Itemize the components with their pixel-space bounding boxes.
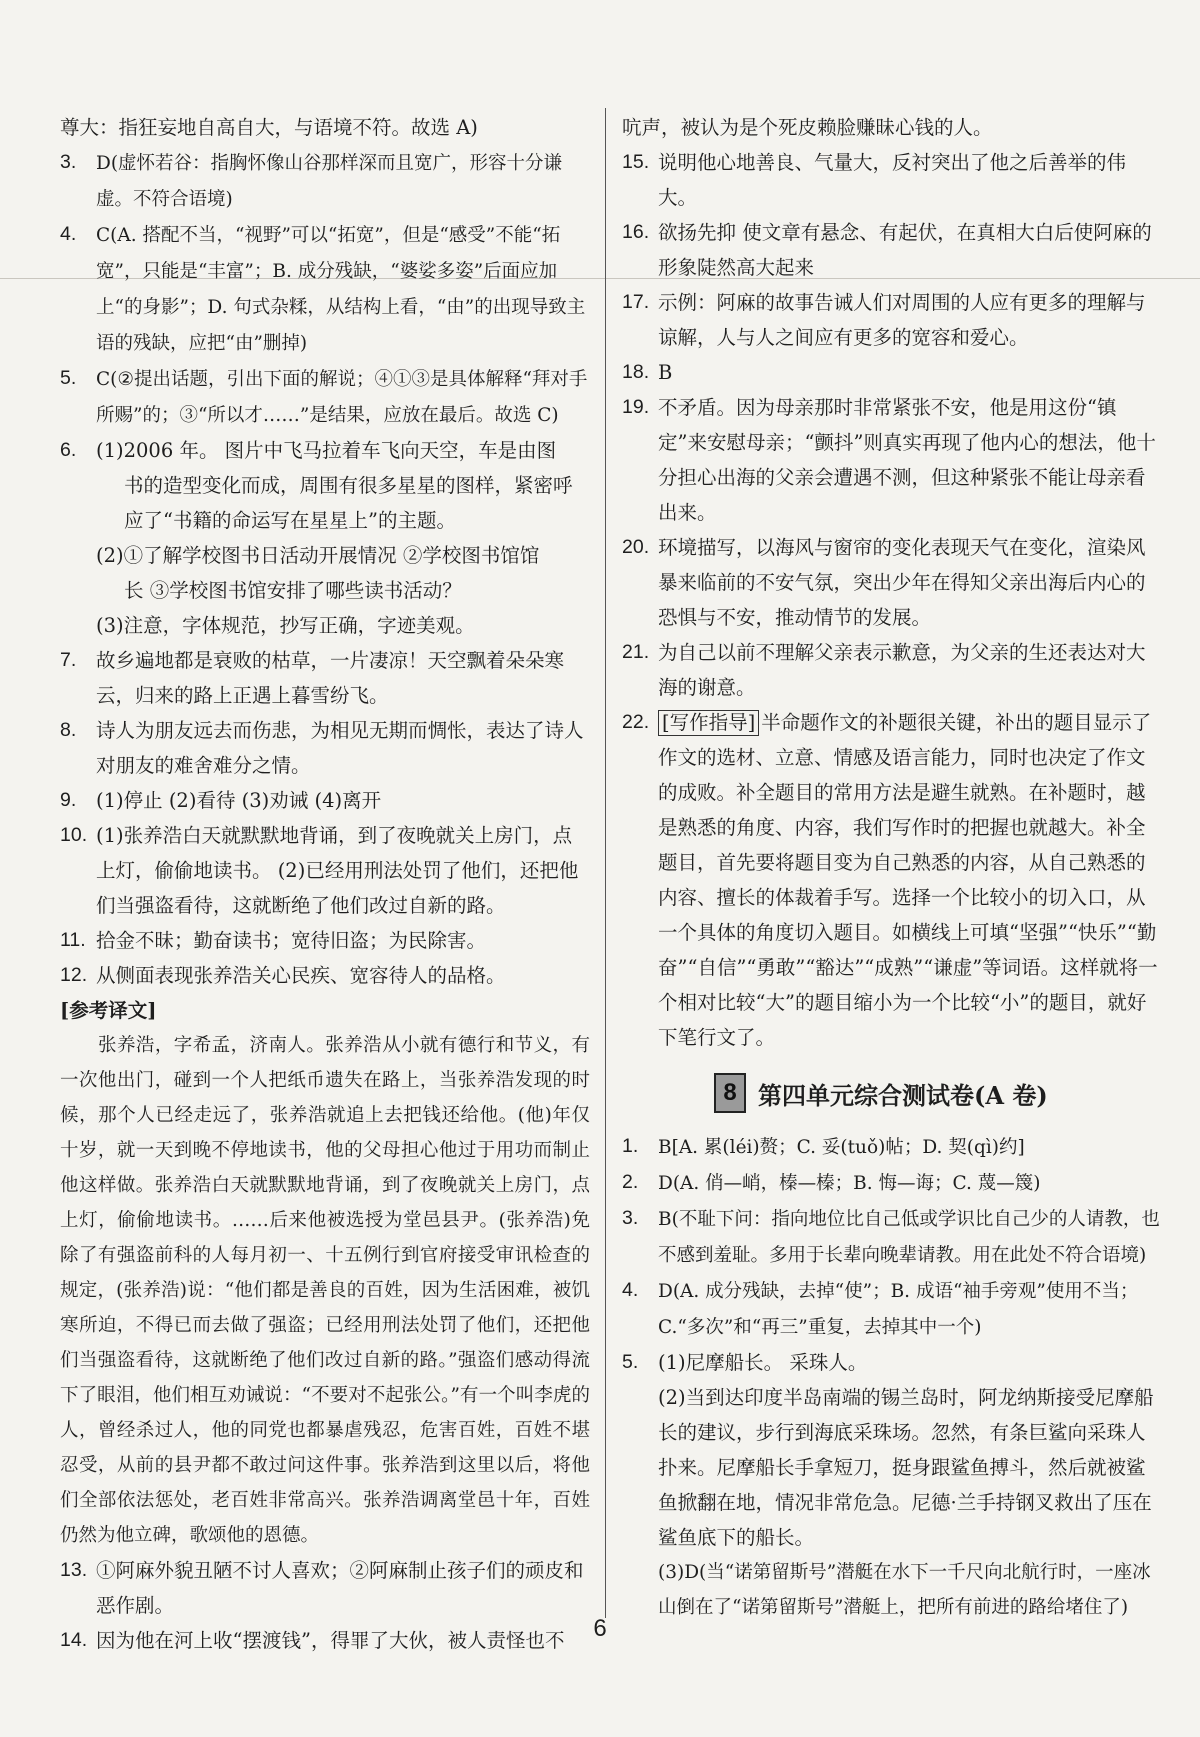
answer-5-part-2: (2)当到达印度半岛南端的锡兰岛时，阿龙纳斯接受尼摩船长的建议，步行到海底采珠场。忽然，有条巨鲨向采珠人扑来。尼摩船长手拿短刀，挺身跟鲨鱼搏斗，然后就被鲨鱼掀翻在地，情况非常危急。尼德·兰手持钢叉救出了压在鲨鱼底下的船长。: [658, 1386, 1154, 1549]
left-column: [60, 110, 590, 1658]
answer-6: [60, 433, 590, 468]
answer-text: B: [658, 361, 673, 384]
section-title: 第四单元综合测试卷(A 卷): [758, 1080, 1048, 1110]
test-answer-3: [622, 1201, 1162, 1273]
answer-number: 10.: [60, 824, 88, 846]
test-answer-2: [622, 1165, 1162, 1201]
answer-text: C(②提出话题，引出下面的解说；④①③是具体解释“拜对手所赐”的；③“所以才……”是结果，应放在最后。故选 C): [96, 369, 588, 426]
test-answer-5: [622, 1345, 1162, 1380]
continued-text: 尊大：指狂妄地自高自大，与语境不符。故选 A): [60, 116, 478, 139]
answer-number: 4.: [60, 223, 77, 245]
answer-number: 9.: [60, 789, 77, 811]
answer-number: 12.: [60, 964, 88, 986]
answer-number: 8.: [60, 719, 77, 741]
section-header: [714, 1073, 1162, 1113]
answer-20: [622, 530, 1162, 635]
answer-11: [60, 923, 590, 958]
answer-19: [622, 390, 1162, 530]
column-divider: [605, 108, 606, 1618]
reference-translation: 张养浩，字希孟，济南人。张养浩从小就有德行和节义，有一次他出门，碰到一个人把纸币遗失在路上，当张养浩发现的时候，那个人已经走远了，张养浩就追上去把钱还给他。(他)年仅十岁，就一天到晚不停地读书，他的父母担心他过于用功而制止他这样做。张养浩白天就默默地背诵，到了夜晚就关上房门，点上灯，偷偷地读书。……后来他被选授为堂邑县尹。(张养浩)免除了有强盗前科的人每月初一、十五例行到官府接受审讯检查的规定，(张养浩)说：“他们都是善良的百姓，因为生活困难，被饥寒所迫，不得已而去做了强盗；已经用刑法处罚了他们，还把他们当强盗看待，这就断绝了他们改过自新的路。”强盗们感动得流下了眼泪，他们相互劝诫说：“不要对不起张公。”有一个叫李虎的人，曾经杀过人，他的同党也都暴虐残忍，危害百姓，百姓不堪忍受，从前的县尹都不敢过问这件事。张养浩到这里以后，将他们全部依法惩处，老百姓非常高兴。张养浩调离堂邑十年，百姓仍然为他立碑，歌颂他的恩德。: [60, 1035, 590, 1546]
answer-text: ①阿麻外貌丑陋不讨人喜欢；②阿麻制止孩子们的顽皮和恶作剧。: [96, 1559, 584, 1617]
answer-6-part-1: (1)2006 年。 图片中飞马拉着车飞向天空，车是由图: [96, 439, 557, 462]
answer-number: 11.: [60, 929, 86, 951]
answer-text: 半命题作文的补题很关键，补出的题目显示了作文的选材、立意、情感及语言能力，同时也决定了作文的成败。补全题目的常用方法是避生就熟。在补题时，越是熟悉的角度、内容，我们写作时的把握也就越大。补全题目，首先要将题目变为自己熟悉的内容，从自己熟悉的内容、擅长的体裁着手写。选择一个比较小的切入口，从一个具体的角度切入题目。如横线上可填“坚强”“快乐”“勤奋”“自信”“勇敢”“豁达”“成熟”“谦虚”等词语。这样就将一个相对比较“大”的题目缩小为一个比较“小”的题目，就好下笔行文了。: [658, 711, 1158, 1049]
answer-10: [60, 818, 590, 923]
answer-number: 20.: [622, 536, 650, 558]
answer-text: 为自己以前不理解父亲表示歉意，为父亲的生还表达对大海的谢意。: [658, 641, 1146, 699]
answer-text: 欲扬先抑 使文章有悬念、有起伏，在真相大白后使阿麻的形象陡然高大起来: [658, 221, 1152, 279]
answer-5: [60, 361, 590, 433]
test-answer-4: [622, 1273, 1162, 1345]
answer-8: [60, 713, 590, 783]
answer-number: 3.: [60, 151, 77, 173]
answer-number: 2.: [622, 1171, 639, 1193]
answer-text: 因为他在河上收“摆渡钱”，得罪了大伙，被人责怪也不: [96, 1629, 565, 1652]
section-number: 8: [714, 1073, 746, 1113]
answer-text: D(A. 成分残缺，去掉“使”；B. 成语“袖手旁观”使用不当；C.“多次”和“再三”重复，去掉其中一个): [658, 1281, 1139, 1338]
reference-translation-label: [参考译文]: [60, 999, 157, 1022]
answer-13: [60, 1553, 590, 1623]
answer-number: 21.: [622, 641, 650, 663]
answer-text: B[A. 累(léi)赘；C. 妥(tuǒ)帖；D. 契(qì)约]: [658, 1137, 1025, 1158]
answer-number: 18.: [622, 361, 650, 383]
answer-6-part-1-cont: 书的造型变化而成，周围有很多星星的图样，紧密呼应了“书籍的命运写在星星上”的主题。: [124, 474, 573, 532]
answer-number: 4.: [622, 1279, 639, 1301]
answer-text: 环境描写，以海风与窗帘的变化表现天气在变化，渲染风暴来临前的不安气氛，突出少年在得知父亲出海后内心的恐惧与不安，推动情节的发展。: [658, 536, 1146, 629]
answer-6-part-3: (3)注意，字体规范，抄写正确，字迹美观。: [96, 614, 475, 637]
answer-text: 说明他心地善良、气量大，反衬突出了他之后善举的伟大。: [658, 151, 1127, 209]
answer-22: [622, 705, 1162, 1055]
answer-15: [622, 145, 1162, 215]
answer-9: [60, 783, 590, 818]
answer-text: (1)张养浩白天就默默地背诵，到了夜晚就关上房门，点上灯，偷偷地读书。 (2)已经用刑法处罚了他们，还把他们当强盗看待，这就断绝了他们改过自新的路。: [96, 824, 579, 917]
answer-16: [622, 215, 1162, 285]
answer-text: C(A. 搭配不当，“视野”可以“拓宽”，但是“感受”不能“拓宽”，只能是“丰富”；B. 成分残缺，“婆娑多姿”后面应加上“的身影”；D. 句式杂糅，从结构上看，“由”的出现导致主语的残缺，应把“由”删掉): [96, 225, 586, 354]
answer-18: [622, 355, 1162, 390]
answer-number: 3.: [622, 1207, 639, 1229]
answer-6-part-2-cont: 长 ③学校图书馆安排了哪些读书活动？: [124, 579, 462, 602]
answer-text: D(A. 俏—峭，榛—榛；B. 悔—诲；C. 蔑—篾): [658, 1173, 1041, 1194]
answer-number: 6.: [60, 439, 77, 461]
answer-number: 13.: [60, 1559, 88, 1581]
page-number: 6: [593, 1615, 607, 1642]
answer-4: [60, 217, 590, 361]
writing-guide-tag: [写作指导]: [658, 710, 759, 736]
answer-text: 从侧面表现张养浩关心民疾、宽容待人的品格。: [96, 964, 506, 987]
answer-6-part-2: (2)①了解学校图书日活动开展情况 ②学校图书馆馆: [96, 544, 540, 567]
answer-number: 17.: [622, 291, 650, 313]
answer-3: [60, 145, 590, 217]
answer-number: 5.: [622, 1351, 639, 1373]
answer-17: [622, 285, 1162, 355]
answer-number: 14.: [60, 1629, 88, 1651]
answer-5-part-1: (1)尼摩船长。 采珠人。: [658, 1351, 868, 1374]
answer-21: [622, 635, 1162, 705]
answer-12: [60, 958, 590, 993]
answer-5-part-3: (3)D(当“诺第留斯号”潜艇在水下一千尺向北航行时，一座冰山倒在了“诺第留斯号”潜艇上，把所有前进的路给堵住了): [658, 1562, 1151, 1618]
answer-text: 示例：阿麻的故事告诫人们对周围的人应有更多的理解与谅解，人与人之间应有更多的宽容和爱心。: [658, 291, 1146, 349]
answer-number: 16.: [622, 221, 650, 243]
answer-number: 15.: [622, 151, 650, 173]
answer-number: 5.: [60, 367, 77, 389]
right-column: [622, 110, 1162, 1625]
answer-text: 诗人为朋友远去而伤悲，为相见无期而惆怅，表达了诗人对朋友的难舍难分之情。: [96, 719, 584, 777]
answer-text: (1)停止 (2)看待 (3)劝诫 (4)离开: [96, 789, 382, 812]
continued-text: 吭声，被认为是个死皮赖脸赚昧心钱的人。: [622, 116, 993, 139]
answer-7: [60, 643, 590, 713]
answer-text: 拾金不昧；勤奋读书；宽待旧盗；为民除害。: [96, 929, 487, 952]
answer-number: 22.: [622, 711, 650, 733]
test-answer-1: [622, 1129, 1162, 1165]
answer-text: D(虚怀若谷：指胸怀像山谷那样深而且宽广，形容十分谦虚。不符合语境): [96, 153, 563, 210]
answer-number: 1.: [622, 1135, 639, 1157]
answer-text: 不矛盾。因为母亲那时非常紧张不安，他是用这份“镇定”来安慰母亲；“颤抖”则真实再现了他内心的想法，他十分担心出海的父亲会遭遇不测，但这种紧张不能让母亲看出来。: [658, 396, 1156, 524]
answer-text: 故乡遍地都是衰败的枯草，一片凄凉！天空飘着朵朵寒云，归来的路上正遇上暮雪纷飞。: [96, 649, 565, 707]
answer-number: 7.: [60, 649, 77, 671]
answer-number: 19.: [622, 396, 650, 418]
answer-text: B(不耻下问：指向地位比自己低或学识比自己少的人请教，也不感到羞耻。多用于长辈向晚辈请教。用在此处不符合语境): [658, 1209, 1160, 1266]
